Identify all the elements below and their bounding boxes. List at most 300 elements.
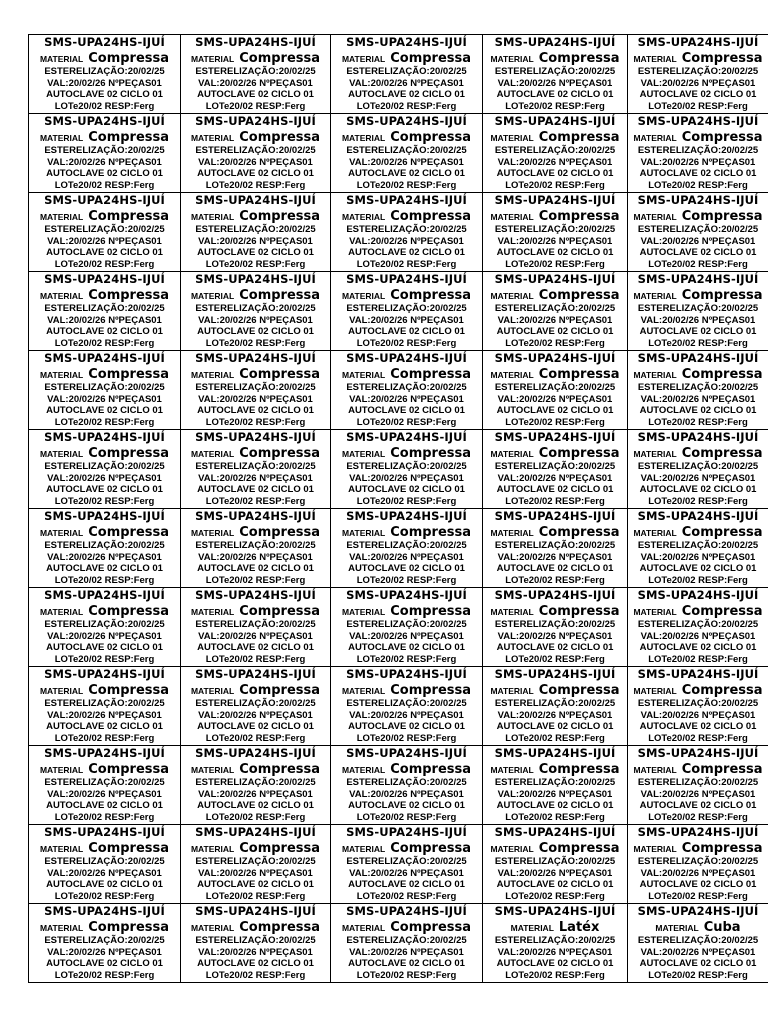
label-header: SMS-UPA24HS-IJUÍ xyxy=(494,272,616,286)
material-key: MATERIAL xyxy=(341,212,386,222)
lot-responsible: LOTe20/02 RESP:Ferg xyxy=(505,258,605,270)
label-row xyxy=(29,193,768,272)
autoclave-cycle: AUTOCLAVE 02 CICLO 01 xyxy=(197,879,314,891)
sterilization-label xyxy=(628,351,768,430)
sterilization-date: ESTERELIZAÇÃO:20/02/25 xyxy=(494,777,616,788)
material-key: MATERIAL xyxy=(633,844,677,854)
sterilization-date: ESTERELIZAÇÃO:20/02/25 xyxy=(346,935,467,946)
sterilization-date: ESTERELIZAÇÃO:20/02/25 xyxy=(44,540,165,551)
autoclave-cycle: AUTOCLAVE 02 CICLO 01 xyxy=(639,563,757,575)
material-value: Compressa xyxy=(390,446,472,461)
autoclave-cycle: AUTOCLAVE 02 CICLO 01 xyxy=(197,326,314,338)
material-line xyxy=(331,285,482,303)
lot-responsible: LOTe20/02 RESP:Ferg xyxy=(356,179,457,191)
label-header: SMS-UPA24HS-IJUÍ xyxy=(44,114,165,128)
lot-responsible: LOTe20/02 RESP:Ferg xyxy=(648,495,748,507)
validity-pieces: VAL:20/02/26 NºPEÇAS01 xyxy=(47,235,162,247)
material-key: MATERIAL xyxy=(341,686,386,696)
material-key: MATERIAL xyxy=(633,54,677,64)
material-line xyxy=(331,522,482,540)
autoclave-cycle: AUTOCLAVE 02 CICLO 01 xyxy=(46,879,163,891)
sterilization-date: ESTERELIZAÇÃO:20/02/25 xyxy=(346,856,467,867)
label-header: SMS-UPA24HS-IJUÍ xyxy=(44,193,165,207)
material-key: MATERIAL xyxy=(490,291,534,301)
validity-pieces: VAL:20/02/26 NºPEÇAS01 xyxy=(349,77,464,89)
autoclave-cycle: AUTOCLAVE 02 CICLO 01 xyxy=(197,168,314,180)
material-value: Compressa xyxy=(390,762,472,777)
label-header: SMS-UPA24HS-IJUÍ xyxy=(195,351,316,365)
sterilization-date: ESTERELIZAÇÃO:20/02/25 xyxy=(195,935,316,946)
lot-responsible: LOTe20/02 RESP:Ferg xyxy=(205,732,306,744)
validity-pieces: VAL:20/02/26 NºPEÇAS01 xyxy=(198,867,313,879)
sterilization-date: ESTERELIZAÇÃO:20/02/25 xyxy=(44,856,165,867)
sterilization-label xyxy=(483,746,628,825)
validity-pieces: VAL:20/02/26 NºPEÇAS01 xyxy=(349,551,464,563)
material-value: Cuba xyxy=(703,920,741,935)
material-value: Compressa xyxy=(390,130,472,145)
sterilization-label xyxy=(29,272,181,351)
material-line xyxy=(29,838,180,856)
sterilization-date: ESTERELIZAÇÃO:20/02/25 xyxy=(44,303,165,314)
sterilization-label xyxy=(29,430,181,509)
label-header: SMS-UPA24HS-IJUÍ xyxy=(195,825,316,839)
material-line xyxy=(29,285,180,303)
material-value: Compressa xyxy=(538,51,620,66)
sterilization-date: ESTERELIZAÇÃO:20/02/25 xyxy=(44,698,165,709)
material-line xyxy=(29,127,180,145)
label-header: SMS-UPA24HS-IJUÍ xyxy=(346,588,467,602)
sterilization-label xyxy=(331,351,483,430)
sterilization-date: ESTERELIZAÇÃO:20/02/25 xyxy=(195,856,316,867)
autoclave-cycle: AUTOCLAVE 02 CICLO 01 xyxy=(496,168,614,180)
label-row xyxy=(29,904,768,983)
material-value: Compressa xyxy=(390,683,472,698)
label-header: SMS-UPA24HS-IJUÍ xyxy=(44,430,165,444)
sterilization-date: ESTERELIZAÇÃO:20/02/25 xyxy=(195,777,316,788)
label-header: SMS-UPA24HS-IJUÍ xyxy=(637,35,759,49)
label-header: SMS-UPA24HS-IJUÍ xyxy=(494,509,616,523)
material-value: Compressa xyxy=(681,288,763,303)
material-value: Compressa xyxy=(239,525,321,540)
validity-pieces: VAL:20/02/26 NºPEÇAS01 xyxy=(497,788,613,800)
material-value: Compressa xyxy=(390,288,472,303)
validity-pieces: VAL:20/02/26 NºPEÇAS01 xyxy=(640,314,756,326)
sterilization-label xyxy=(331,193,483,272)
material-value: Compressa xyxy=(88,288,170,303)
material-line xyxy=(331,759,482,777)
sterilization-label xyxy=(331,272,483,351)
label-header: SMS-UPA24HS-IJUÍ xyxy=(637,904,759,918)
label-header: SMS-UPA24HS-IJUÍ xyxy=(195,114,316,128)
material-key: MATERIAL xyxy=(633,370,677,380)
material-line xyxy=(331,917,482,935)
autoclave-cycle: AUTOCLAVE 02 CICLO 01 xyxy=(348,563,465,575)
label-header: SMS-UPA24HS-IJUÍ xyxy=(195,430,316,444)
validity-pieces: VAL:20/02/26 NºPEÇAS01 xyxy=(640,788,756,800)
sterilization-date: ESTERELIZAÇÃO:20/02/25 xyxy=(346,303,467,314)
validity-pieces: VAL:20/02/26 NºPEÇAS01 xyxy=(349,472,464,484)
lot-responsible: LOTe20/02 RESP:Ferg xyxy=(54,969,155,981)
label-row xyxy=(29,430,768,509)
lot-responsible: LOTe20/02 RESP:Ferg xyxy=(505,100,605,112)
validity-pieces: VAL:20/02/26 NºPEÇAS01 xyxy=(198,314,313,326)
sterilization-date: ESTERELIZAÇÃO:20/02/25 xyxy=(195,461,316,472)
sterilization-label xyxy=(628,509,768,588)
sterilization-date: ESTERELIZAÇÃO:20/02/25 xyxy=(195,382,316,393)
sterilization-label xyxy=(628,114,768,193)
material-value: Compressa xyxy=(681,604,763,619)
validity-pieces: VAL:20/02/26 NºPEÇAS01 xyxy=(349,709,464,721)
material-line xyxy=(29,443,180,461)
lot-responsible: LOTe20/02 RESP:Ferg xyxy=(648,811,748,823)
label-header: SMS-UPA24HS-IJUÍ xyxy=(195,272,316,286)
sterilization-label xyxy=(331,667,483,746)
sterilization-date: ESTERELIZAÇÃO:20/02/25 xyxy=(637,382,759,393)
lot-responsible: LOTe20/02 RESP:Ferg xyxy=(648,732,748,744)
validity-pieces: VAL:20/02/26 NºPEÇAS01 xyxy=(640,946,756,958)
material-key: MATERIAL xyxy=(39,291,84,301)
material-line xyxy=(181,680,330,698)
sterilization-date: ESTERELIZAÇÃO:20/02/25 xyxy=(494,698,616,709)
validity-pieces: VAL:20/02/26 NºPEÇAS01 xyxy=(640,867,756,879)
sterilization-label xyxy=(628,667,768,746)
lot-responsible: LOTe20/02 RESP:Ferg xyxy=(505,969,605,981)
sterilization-label xyxy=(181,667,331,746)
sterilization-date: ESTERELIZAÇÃO:20/02/25 xyxy=(346,698,467,709)
material-line xyxy=(331,838,482,856)
validity-pieces: VAL:20/02/26 NºPEÇAS01 xyxy=(47,314,162,326)
material-key: MATERIAL xyxy=(190,765,235,775)
material-key: MATERIAL xyxy=(190,291,235,301)
material-value: Compressa xyxy=(88,209,170,224)
label-row xyxy=(29,667,768,746)
validity-pieces: VAL:20/02/26 NºPEÇAS01 xyxy=(497,630,613,642)
material-value: Compressa xyxy=(239,367,321,382)
material-value: Compressa xyxy=(538,762,620,777)
sterilization-label xyxy=(181,430,331,509)
autoclave-cycle: AUTOCLAVE 02 CICLO 01 xyxy=(348,484,465,496)
material-value: Compressa xyxy=(390,367,472,382)
sterilization-date: ESTERELIZAÇÃO:20/02/25 xyxy=(346,145,467,156)
label-row xyxy=(29,35,768,114)
lot-responsible: LOTe20/02 RESP:Ferg xyxy=(205,179,306,191)
validity-pieces: VAL:20/02/26 NºPEÇAS01 xyxy=(349,630,464,642)
lot-responsible: LOTe20/02 RESP:Ferg xyxy=(505,416,605,428)
sterilization-date: ESTERELIZAÇÃO:20/02/25 xyxy=(195,303,316,314)
material-value: Compressa xyxy=(239,288,321,303)
sterilization-label xyxy=(29,193,181,272)
material-line xyxy=(483,601,627,619)
material-line xyxy=(29,759,180,777)
material-line xyxy=(331,601,482,619)
label-header: SMS-UPA24HS-IJUÍ xyxy=(346,193,467,207)
sterilization-label xyxy=(29,351,181,430)
autoclave-cycle: AUTOCLAVE 02 CICLO 01 xyxy=(348,721,465,733)
label-header: SMS-UPA24HS-IJUÍ xyxy=(494,193,616,207)
validity-pieces: VAL:20/02/26 NºPEÇAS01 xyxy=(47,709,162,721)
autoclave-cycle: AUTOCLAVE 02 CICLO 01 xyxy=(496,89,614,101)
autoclave-cycle: AUTOCLAVE 02 CICLO 01 xyxy=(197,721,314,733)
autoclave-cycle: AUTOCLAVE 02 CICLO 01 xyxy=(639,168,757,180)
autoclave-cycle: AUTOCLAVE 02 CICLO 01 xyxy=(348,247,465,259)
validity-pieces: VAL:20/02/26 NºPEÇAS01 xyxy=(349,867,464,879)
autoclave-cycle: AUTOCLAVE 02 CICLO 01 xyxy=(348,326,465,338)
sterilization-date: ESTERELIZAÇÃO:20/02/25 xyxy=(637,303,759,314)
validity-pieces: VAL:20/02/26 NºPEÇAS01 xyxy=(198,235,313,247)
sterilization-date: ESTERELIZAÇÃO:20/02/25 xyxy=(44,66,165,77)
material-key: MATERIAL xyxy=(190,607,235,617)
material-key: MATERIAL xyxy=(510,923,554,933)
label-sheet-body xyxy=(29,35,768,983)
sterilization-label xyxy=(628,193,768,272)
lot-responsible: LOTe20/02 RESP:Ferg xyxy=(54,653,155,665)
sterilization-label xyxy=(331,114,483,193)
validity-pieces: VAL:20/02/26 NºPEÇAS01 xyxy=(497,709,613,721)
sterilization-label xyxy=(181,509,331,588)
lot-responsible: LOTe20/02 RESP:Ferg xyxy=(505,653,605,665)
autoclave-cycle: AUTOCLAVE 02 CICLO 01 xyxy=(639,958,757,970)
autoclave-cycle: AUTOCLAVE 02 CICLO 01 xyxy=(639,879,757,891)
validity-pieces: VAL:20/02/26 NºPEÇAS01 xyxy=(640,551,756,563)
material-value: Compressa xyxy=(390,920,472,935)
lot-responsible: LOTe20/02 RESP:Ferg xyxy=(356,969,457,981)
lot-responsible: LOTe20/02 RESP:Ferg xyxy=(505,337,605,349)
validity-pieces: VAL:20/02/26 NºPEÇAS01 xyxy=(47,472,162,484)
validity-pieces: VAL:20/02/26 NºPEÇAS01 xyxy=(47,156,162,168)
material-line xyxy=(483,680,627,698)
label-header: SMS-UPA24HS-IJUÍ xyxy=(637,588,759,602)
sterilization-date: ESTERELIZAÇÃO:20/02/25 xyxy=(44,461,165,472)
material-line xyxy=(181,522,330,540)
sterilization-date: ESTERELIZAÇÃO:20/02/25 xyxy=(44,145,165,156)
material-value: Compressa xyxy=(88,51,170,66)
material-value: Compressa xyxy=(239,683,321,698)
autoclave-cycle: AUTOCLAVE 02 CICLO 01 xyxy=(639,326,757,338)
label-header: SMS-UPA24HS-IJUÍ xyxy=(637,430,759,444)
validity-pieces: VAL:20/02/26 NºPEÇAS01 xyxy=(497,77,613,89)
sterilization-date: ESTERELIZAÇÃO:20/02/25 xyxy=(637,935,759,946)
label-sheet xyxy=(28,34,768,983)
lot-responsible: LOTe20/02 RESP:Ferg xyxy=(54,574,155,586)
autoclave-cycle: AUTOCLAVE 02 CICLO 01 xyxy=(496,800,614,812)
autoclave-cycle: AUTOCLAVE 02 CICLO 01 xyxy=(496,958,614,970)
sterilization-date: ESTERELIZAÇÃO:20/02/25 xyxy=(637,698,759,709)
material-line xyxy=(628,759,768,777)
lot-responsible: LOTe20/02 RESP:Ferg xyxy=(205,495,306,507)
label-header: SMS-UPA24HS-IJUÍ xyxy=(494,667,616,681)
material-key: MATERIAL xyxy=(633,686,677,696)
material-value: Compressa xyxy=(681,762,763,777)
validity-pieces: VAL:20/02/26 NºPEÇAS01 xyxy=(640,630,756,642)
validity-pieces: VAL:20/02/26 NºPEÇAS01 xyxy=(349,235,464,247)
label-row xyxy=(29,746,768,825)
sterilization-label xyxy=(483,904,628,983)
label-header: SMS-UPA24HS-IJUÍ xyxy=(195,35,316,49)
sterilization-date: ESTERELIZAÇÃO:20/02/25 xyxy=(637,145,759,156)
material-line xyxy=(181,364,330,382)
label-row xyxy=(29,114,768,193)
material-key: MATERIAL xyxy=(39,765,84,775)
sterilization-label xyxy=(483,351,628,430)
sterilization-date: ESTERELIZAÇÃO:20/02/25 xyxy=(494,382,616,393)
material-key: MATERIAL xyxy=(633,607,677,617)
lot-responsible: LOTe20/02 RESP:Ferg xyxy=(648,337,748,349)
sterilization-label xyxy=(483,667,628,746)
sterilization-date: ESTERELIZAÇÃO:20/02/25 xyxy=(637,856,759,867)
sterilization-date: ESTERELIZAÇÃO:20/02/25 xyxy=(346,540,467,551)
material-key: MATERIAL xyxy=(39,923,84,933)
sterilization-date: ESTERELIZAÇÃO:20/02/25 xyxy=(494,145,616,156)
lot-responsible: LOTe20/02 RESP:Ferg xyxy=(356,890,457,902)
material-value: Compressa xyxy=(239,130,321,145)
material-line xyxy=(483,443,627,461)
validity-pieces: VAL:20/02/26 NºPEÇAS01 xyxy=(198,472,313,484)
validity-pieces: VAL:20/02/26 NºPEÇAS01 xyxy=(640,156,756,168)
material-value: Compressa xyxy=(390,841,472,856)
material-key: MATERIAL xyxy=(39,686,84,696)
material-value: Compressa xyxy=(88,604,170,619)
material-key: MATERIAL xyxy=(39,449,84,459)
sterilization-label xyxy=(483,588,628,667)
sterilization-label xyxy=(29,667,181,746)
lot-responsible: LOTe20/02 RESP:Ferg xyxy=(205,337,306,349)
material-line xyxy=(29,917,180,935)
material-key: MATERIAL xyxy=(490,54,534,64)
material-line xyxy=(628,601,768,619)
sterilization-date: ESTERELIZAÇÃO:20/02/25 xyxy=(494,224,616,235)
material-value: Compressa xyxy=(681,841,763,856)
material-key: MATERIAL xyxy=(39,370,84,380)
lot-responsible: LOTe20/02 RESP:Ferg xyxy=(648,416,748,428)
sterilization-date: ESTERELIZAÇÃO:20/02/25 xyxy=(494,66,616,77)
material-value: Compressa xyxy=(390,209,472,224)
label-header: SMS-UPA24HS-IJUÍ xyxy=(44,667,165,681)
material-line xyxy=(628,917,768,935)
material-line xyxy=(181,48,330,66)
label-header: SMS-UPA24HS-IJUÍ xyxy=(637,193,759,207)
sterilization-date: ESTERELIZAÇÃO:20/02/25 xyxy=(494,303,616,314)
label-header: SMS-UPA24HS-IJUÍ xyxy=(346,509,467,523)
label-header: SMS-UPA24HS-IJUÍ xyxy=(494,35,616,49)
validity-pieces: VAL:20/02/26 NºPEÇAS01 xyxy=(198,630,313,642)
material-value: Compressa xyxy=(88,841,170,856)
sterilization-date: ESTERELIZAÇÃO:20/02/25 xyxy=(637,66,759,77)
material-value: Compressa xyxy=(681,683,763,698)
material-line xyxy=(483,285,627,303)
label-row xyxy=(29,825,768,904)
validity-pieces: VAL:20/02/26 NºPEÇAS01 xyxy=(640,235,756,247)
label-header: SMS-UPA24HS-IJUÍ xyxy=(494,904,616,918)
lot-responsible: LOTe20/02 RESP:Ferg xyxy=(205,890,306,902)
material-value: Compressa xyxy=(390,51,472,66)
autoclave-cycle: AUTOCLAVE 02 CICLO 01 xyxy=(348,958,465,970)
material-value: Compressa xyxy=(538,604,620,619)
validity-pieces: VAL:20/02/26 NºPEÇAS01 xyxy=(497,867,613,879)
material-key: MATERIAL xyxy=(341,765,386,775)
material-value: Compressa xyxy=(88,446,170,461)
material-line xyxy=(331,48,482,66)
sterilization-date: ESTERELIZAÇÃO:20/02/25 xyxy=(346,224,467,235)
autoclave-cycle: AUTOCLAVE 02 CICLO 01 xyxy=(348,879,465,891)
validity-pieces: VAL:20/02/26 NºPEÇAS01 xyxy=(640,77,756,89)
sterilization-label xyxy=(29,746,181,825)
sterilization-date: ESTERELIZAÇÃO:20/02/25 xyxy=(494,540,616,551)
autoclave-cycle: AUTOCLAVE 02 CICLO 01 xyxy=(496,642,614,654)
autoclave-cycle: AUTOCLAVE 02 CICLO 01 xyxy=(46,721,163,733)
validity-pieces: VAL:20/02/26 NºPEÇAS01 xyxy=(198,788,313,800)
autoclave-cycle: AUTOCLAVE 02 CICLO 01 xyxy=(639,721,757,733)
material-line xyxy=(628,838,768,856)
material-key: MATERIAL xyxy=(190,133,235,143)
material-line xyxy=(29,601,180,619)
material-key: MATERIAL xyxy=(490,607,534,617)
lot-responsible: LOTe20/02 RESP:Ferg xyxy=(505,574,605,586)
sterilization-label xyxy=(29,588,181,667)
material-line xyxy=(181,206,330,224)
material-line xyxy=(29,48,180,66)
sterilization-label xyxy=(483,193,628,272)
label-header: SMS-UPA24HS-IJUÍ xyxy=(494,430,616,444)
material-key: MATERIAL xyxy=(190,370,235,380)
sterilization-date: ESTERELIZAÇÃO:20/02/25 xyxy=(637,619,759,630)
label-row xyxy=(29,509,768,588)
sterilization-label xyxy=(628,272,768,351)
autoclave-cycle: AUTOCLAVE 02 CICLO 01 xyxy=(639,800,757,812)
lot-responsible: LOTe20/02 RESP:Ferg xyxy=(505,811,605,823)
material-line xyxy=(628,443,768,461)
material-key: MATERIAL xyxy=(190,923,235,933)
sterilization-date: ESTERELIZAÇÃO:20/02/25 xyxy=(44,382,165,393)
lot-responsible: LOTe20/02 RESP:Ferg xyxy=(205,416,306,428)
material-key: MATERIAL xyxy=(490,765,534,775)
autoclave-cycle: AUTOCLAVE 02 CICLO 01 xyxy=(46,563,163,575)
sterilization-label xyxy=(483,114,628,193)
material-line xyxy=(29,680,180,698)
material-line xyxy=(181,601,330,619)
validity-pieces: VAL:20/02/26 NºPEÇAS01 xyxy=(47,551,162,563)
lot-responsible: LOTe20/02 RESP:Ferg xyxy=(648,574,748,586)
material-line xyxy=(628,522,768,540)
lot-responsible: LOTe20/02 RESP:Ferg xyxy=(205,969,306,981)
validity-pieces: VAL:20/02/26 NºPEÇAS01 xyxy=(497,235,613,247)
sterilization-label xyxy=(29,114,181,193)
material-value: Compressa xyxy=(538,525,620,540)
material-line xyxy=(483,364,627,382)
material-value: Compressa xyxy=(88,525,170,540)
material-line xyxy=(29,364,180,382)
material-value: Compressa xyxy=(681,446,763,461)
validity-pieces: VAL:20/02/26 NºPEÇAS01 xyxy=(497,551,613,563)
validity-pieces: VAL:20/02/26 NºPEÇAS01 xyxy=(497,156,613,168)
label-header: SMS-UPA24HS-IJUÍ xyxy=(346,35,467,49)
sterilization-date: ESTERELIZAÇÃO:20/02/25 xyxy=(494,619,616,630)
material-key: MATERIAL xyxy=(490,449,534,459)
lot-responsible: LOTe20/02 RESP:Ferg xyxy=(356,811,457,823)
lot-responsible: LOTe20/02 RESP:Ferg xyxy=(205,653,306,665)
sterilization-date: ESTERELIZAÇÃO:20/02/25 xyxy=(195,698,316,709)
sterilization-label xyxy=(181,746,331,825)
material-value: Compressa xyxy=(239,209,321,224)
label-header: SMS-UPA24HS-IJUÍ xyxy=(346,746,467,760)
validity-pieces: VAL:20/02/26 NºPEÇAS01 xyxy=(640,472,756,484)
material-key: MATERIAL xyxy=(190,686,235,696)
label-row xyxy=(29,588,768,667)
label-header: SMS-UPA24HS-IJUÍ xyxy=(637,114,759,128)
lot-responsible: LOTe20/02 RESP:Ferg xyxy=(54,179,155,191)
autoclave-cycle: AUTOCLAVE 02 CICLO 01 xyxy=(46,958,163,970)
material-key: MATERIAL xyxy=(633,133,677,143)
material-value: Compressa xyxy=(239,446,321,461)
